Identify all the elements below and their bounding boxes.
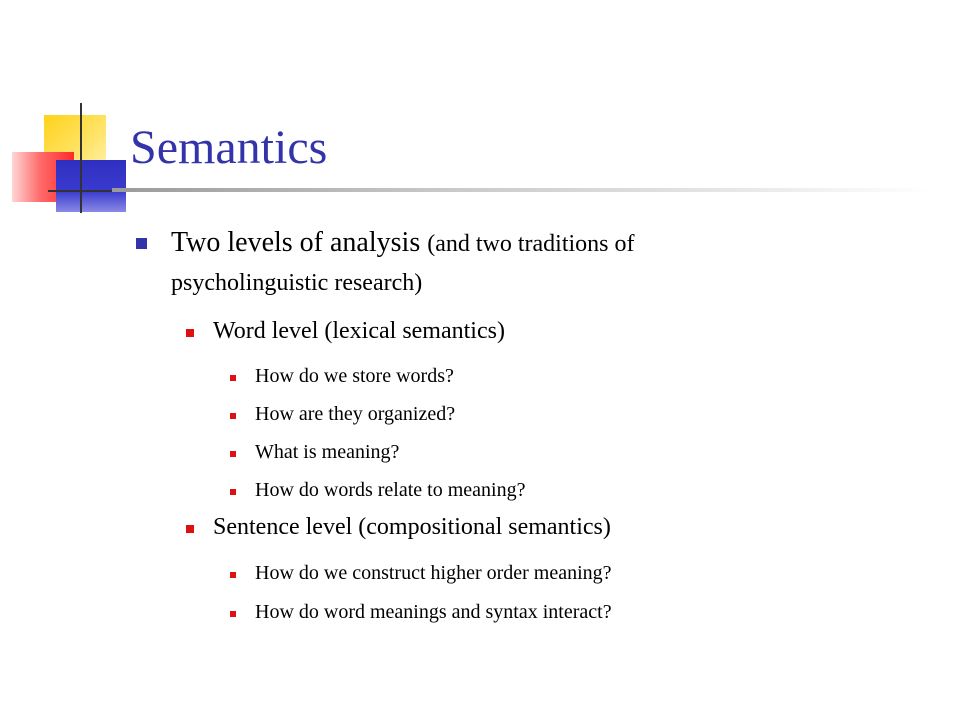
sentence-level-square-bullet-icon: [186, 525, 194, 533]
level1-text-line1: [171, 223, 635, 264]
level1-paren-text: (and two traditions of: [427, 231, 635, 257]
level1-main-text: Two levels of analysis: [171, 227, 421, 258]
word-level-square-bullet-icon: [186, 329, 194, 337]
word-level-heading: Word level (lexical semantics): [213, 318, 505, 344]
word-item-bullet-icon: [230, 451, 236, 457]
sentence-item-bullet-icon: [230, 572, 236, 578]
word-item: How are they organized?: [255, 403, 456, 425]
word-item-bullet-icon: [230, 489, 236, 495]
level1-square-bullet-icon: [136, 238, 147, 249]
word-item-bullet-icon: [230, 375, 236, 381]
level1-text-line2: psycholinguistic research): [171, 270, 423, 296]
slide-title: Semantics: [130, 121, 328, 174]
sentence-item: How do word meanings and syntax interact?: [255, 601, 612, 623]
sentence-level-heading: Sentence level (compositional semantics): [213, 514, 611, 540]
word-item: How do we store words?: [255, 365, 454, 387]
word-item-bullet-icon: [230, 413, 236, 419]
word-item: What is meaning?: [255, 441, 400, 463]
word-item: How do words relate to meaning?: [255, 479, 526, 501]
sentence-item-bullet-icon: [230, 611, 236, 617]
sentence-item: How do we construct higher order meaning?: [255, 562, 612, 584]
